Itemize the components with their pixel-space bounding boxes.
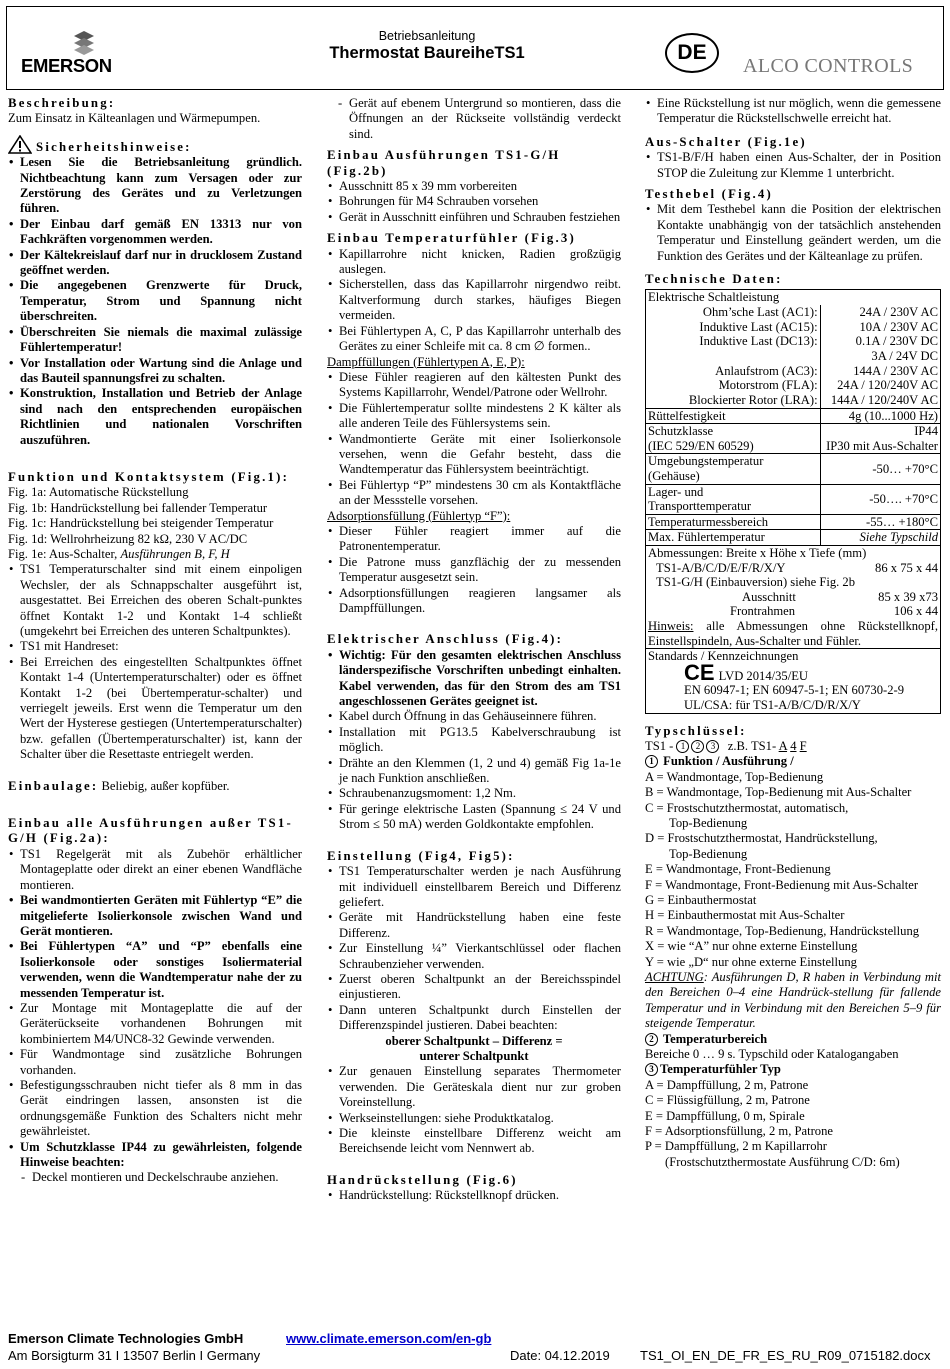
heading-einstellung: Einstellung (Fig4, Fig5):: [327, 848, 515, 863]
list-item: • Lesen Sie die Betriebsanleitung gründlich. Nichtbeachtung kann zum Versagen oder zur Zerstörung des Gerätes und zu Verletzungen führen.: [8, 155, 302, 217]
f1-line: G = Einbauthermostat: [645, 892, 757, 907]
table-row: [646, 545, 941, 648]
list-item: • TS1-B/F/H haben einen Aus-Schalter, der in Position STOP die Zuleitung zur Klemme 1 unterbricht.: [645, 150, 941, 181]
list-item: • Überschreiten Sie niemals die maximal zulässige Fühlertemperatur!: [8, 325, 302, 356]
list-item: • Mit dem Testhebel kann die Position der elektrischen Kontakte unabhängig von der tatsächlich anstehenden Temperatur und Einstellung geändert werden, um die Funktion des Gerätes und der Kälteanlage zu prüfen.: [645, 202, 941, 264]
f1-line: R = Wandmontage, Top-Bedienung, Handrückstellung: [645, 923, 920, 938]
lvd-text: LVD 2014/35/EU: [718, 668, 809, 683]
list-item: • Zur genauen Einstellung separates Thermometer verwenden. Die Geräteskala dient nur zur groben Voreinstellung.: [327, 1064, 621, 1110]
hr-list: [327, 1188, 621, 1203]
list-item: • Die angegebenen Grenzwerte für Druck, Temperatur, Strom und Spannung nicht überschreiten.: [8, 278, 302, 324]
table-cell: -50…. +70°C: [820, 484, 940, 514]
heading-technische-daten: Technische Daten:: [645, 272, 783, 287]
table-row: [646, 649, 941, 713]
list-item: • Geräte mit Handrückstellung haben eine feste Differenz.: [327, 910, 621, 941]
heading-sicherheit: [8, 135, 302, 155]
table-cell: Anlaufstrom (AC3):: [646, 364, 821, 379]
emerson-logo: [21, 31, 143, 81]
cell-line: Transporttemperatur: [648, 499, 752, 514]
list-item: • Der Kältekreislauf darf nur in drucklosem Zustand geöffnet werden.: [8, 248, 302, 279]
f1-line: F = Wandmontage, Front-Bedienung mit Aus-Schalter: [645, 877, 919, 892]
table-cell: 4g (10...1000 Hz): [820, 408, 940, 424]
heading-handrueckstellung: Handrückstellung (Fig.6): [327, 1172, 518, 1187]
table-row: [646, 364, 941, 379]
list-item: • Zuerst oberen Schaltpunkt an der Bereichsspindel einjustieren.: [327, 972, 621, 1003]
f3-line: (Frostschutzthermostate Ausführung C/D: 6m): [665, 1154, 900, 1169]
list-item: • Die Fühlertemperatur sollte mindestens 2 K kälter als alle anderen Teile des Fühlersystems sein.: [327, 401, 621, 432]
subheading-adsorption: Adsorptionsfüllung (Fühlertyp “F”):: [327, 508, 511, 523]
cell-line: [648, 619, 938, 648]
hinweis-label: Hinweis:: [648, 618, 694, 633]
hinweis-text: alle Abmessungen ohne Rückstellknopf, Einstellspindeln, Aus-Schalter und Fühler.: [648, 618, 938, 648]
table-cell: [646, 454, 821, 484]
table-cell: [646, 484, 821, 514]
table-cell: Max. Fühlertemperatur: [646, 530, 821, 546]
list-item: • Bei wandmontierten Geräten mit Fühlertyp “E” die mitgelieferte Isolierkonsole zwischen Wand und Gerät montieren.: [8, 893, 302, 939]
heading-beschreibung: Beschreibung:: [8, 96, 116, 110]
list-item: • Für Wandmontage sind zusätzliche Bohrungen vorhanden.: [8, 1047, 302, 1078]
list-item: • Kapillarrohre nicht knicken, Radien großzügig auslegen.: [327, 247, 621, 278]
table-cell: -55… +180°C: [820, 514, 940, 530]
tech-data-table: [645, 289, 941, 713]
footer-company: Emerson Climate Technologies GmbH: [8, 1331, 244, 1346]
subheading-funktion: [645, 754, 941, 769]
fig-1e-italic: Ausführungen B, F, H: [120, 546, 230, 561]
table-cell: 0.1A / 230V DC: [820, 334, 940, 349]
table-row: [646, 530, 941, 546]
achtung-text: : Ausführungen D, R haben in Verbindung mit den Bereichen 0–4 eine Handrück-stellung für fallende Temperatur und in Verbindung mit den Bereichen 5–9 für steigende Temperatur.: [645, 970, 941, 1031]
list-item: • Zur Einstellung ¼” Vierkantschlüssel oder flachen Schraubenzieher verwenden.: [327, 941, 621, 972]
heading-funktion: Funktion und Kontaktsystem (Fig.1):: [8, 469, 290, 484]
table-row: [646, 349, 941, 364]
table-row: [646, 320, 941, 335]
einstellung-list: [327, 864, 621, 1033]
f2-line: Bereiche 0 … 9 s. Typschild oder Katalogangaben: [645, 1047, 899, 1062]
table-cell: Temperaturmessbereich: [646, 514, 821, 530]
f1-line: C = Frostschutzthermostat, automatisch,: [645, 800, 849, 815]
header: [6, 6, 944, 90]
list-item: • Kabel durch Öffnung in das Gehäuseinnere führen.: [327, 709, 621, 724]
table-cell: 3A / 24V DC: [820, 349, 940, 364]
footer-address: Am Borsigturm 31 I 13507 Berlin I Germany: [8, 1348, 261, 1363]
circle-1: 1: [645, 755, 658, 768]
table-cell: 24A / 120/240V AC: [820, 378, 940, 393]
list-item: • Vor Installation oder Wartung sind die Anlage und das Bauteil spannungsfrei zu schalten.: [8, 356, 302, 387]
formula-line-1: oberer Schaltpunkt – Differenz =: [385, 1033, 563, 1048]
cell-line: [648, 590, 938, 605]
cell-line: Lager- und: [648, 484, 704, 499]
language-badge: DE: [665, 33, 719, 73]
cell-line: Abmessungen: Breite x Höhe x Tiefe (mm): [648, 545, 867, 560]
subheading-fuehlertyp-text: Temperaturfühler Typ: [660, 1062, 781, 1077]
abm-label: Frontrahmen: [730, 604, 796, 619]
column-2: [327, 96, 621, 1204]
circle-3: 3: [706, 740, 719, 753]
beschreibung-text: Zum Einsatz in Kälteanlagen und Wärmepumpen.: [8, 111, 261, 126]
list-item: • Eine Rückstellung ist nur möglich, wenn die gemessene Temperatur die Rückstellschwelle erreicht hat.: [645, 96, 941, 127]
table-row: [646, 514, 941, 530]
list-item: • Zur Montage mit Montageplatte die auf der Geräterückseite vorhandenen Bohrungen mit kombiniertem M4/UNC8-32 Gewinde verwenden.: [8, 1001, 302, 1047]
circle-2: 2: [645, 1033, 658, 1046]
list-item: • Bohrungen für M4 Schrauben vorsehen: [327, 194, 621, 209]
einbau-dash-list: [8, 1170, 302, 1185]
f1-line: D = Frostschutzthermostat, Handrückstellung,: [645, 831, 878, 846]
table-cell: Schutzklasse: [646, 424, 821, 439]
subheading-fuehlertyp: [645, 1062, 941, 1077]
list-item: - Deckel montieren und Deckelschraube anziehen.: [20, 1170, 302, 1185]
abm-value: 86 x 75 x 44: [875, 560, 938, 575]
cell-line: [648, 604, 938, 619]
heading-typschluessel: Typschlüssel:: [645, 723, 747, 738]
list-item: • Adsorptionsfüllungen reagieren langsamer als Dampffüllungen.: [327, 586, 621, 617]
list-item: • TS1 mit Handreset:: [8, 639, 302, 654]
list-item: • Bei Erreichen des eingestellten Schaltpunktes öffnet Kontakt 1-4 (Untertemperaturschalter) oder es öffnet Kontakt 1-2 (bei Übertemperatur-schalter) und verriegelt jeweils. Erst wenn die Temperatur um den Wert der Hysterese gestiegen (Untertemperaturschalter) bzw. gefallen (Übertemperaturschalter) ist, kann der Schalter über die Resettaste entriegelt werden.: [8, 655, 302, 763]
cell-line: [648, 561, 938, 576]
fig-line: Fig. 1a: Automatische Rückstellung: [8, 485, 189, 500]
tf-list: [327, 247, 621, 355]
table-row: [646, 378, 941, 393]
list-item: • Dieser Fühler reagiert immer auf die Patronentemperatur.: [327, 524, 621, 555]
alco-controls-logo: ALCO CONTROLS: [743, 55, 914, 77]
abm-label: TS1-A/B/C/D/E/F/R/X/Y: [656, 560, 786, 575]
table-cell: Siehe Typschild: [820, 530, 940, 546]
einstellung-list-2: [327, 1064, 621, 1156]
page-title: Thermostat BaureiheTS1: [329, 44, 525, 62]
table-cell: 24A / 230V AC: [820, 305, 940, 320]
f3-line: F = Adsorptionsfüllung, 2 m, Patrone: [645, 1124, 833, 1139]
list-item: • Bei Fühlertypen A, C, P das Kapillarrohr unterhalb des Gerätes zu einer Schleife mit ca. 8 cm ∅ formen..: [327, 324, 621, 355]
footer-doc-id: TS1_OI_EN_DE_FR_ES_RU_R09_0715182.docx: [640, 1348, 931, 1363]
achtung-note: [645, 970, 941, 1032]
f3-line: A = Dampffüllung, 2 m, Patrone: [645, 1077, 809, 1092]
rueck-list: [645, 96, 941, 127]
list-item: • Sicherstellen, dass das Kapillarrohr nirgendwo reibt. Kaltverformung durch starkes, häufiges Biegen vermeiden.: [327, 277, 621, 323]
column-1: [8, 96, 302, 1186]
list-item: • Konstruktion, Installation und Betrieb der Anlage sind nach den entsprechenden europäischen Richtlinien und nationalen Vorschriften auszuführen.: [8, 386, 302, 448]
table-cell: Induktive Last (DC13):: [646, 334, 821, 349]
type-example: z.B. TS1-: [727, 738, 779, 753]
f3-line: E = Dampffüllung, 0 m, Spirale: [645, 1108, 805, 1123]
list-item: • Bei Fühlertypen “A” und “P” ebenfalls eine Isolierkonsole oder sonstiges Isoliermaterial verwenden, wenn die Wandtemperatur nahe der zu messenden Temperatur ist.: [8, 939, 302, 1001]
list-item: • Um Schutzklasse IP44 zu gewährleisten, folgende Hinweise beachten:: [8, 1140, 302, 1171]
cell-line: UL/CSA: für TS1-A/B/C/D/R/X/Y: [684, 697, 861, 712]
cell-line: EN 60947-1; EN 60947-5-1; EN 60730-2-9: [684, 683, 905, 698]
f1-line: X = wie “A” nur ohne externe Einstellung: [645, 939, 858, 954]
f1-line: Top-Bedienung: [669, 815, 748, 830]
footer-date: Date: 04.12.2019: [510, 1348, 610, 1363]
cell-line: [648, 659, 938, 685]
table-row: [646, 408, 941, 424]
anschluss-list: [327, 648, 621, 833]
achtung-label: ACHTUNG: [645, 970, 704, 984]
type-example-b: 4: [790, 738, 797, 753]
table-cell: Induktive Last (AC15):: [646, 320, 821, 335]
einbau-list: [8, 847, 302, 1171]
list-item: • Wandmontierte Geräte mit einer Isolierkonsole versehen, wenn die Gefahr besteht, dass die Wandtemperatur das Fühlersystem beeinträchtigt.: [327, 432, 621, 478]
table-cell: [646, 649, 941, 713]
f1-line: A = Wandmontage, Top-Bedienung: [645, 769, 824, 784]
dash-list: [327, 96, 621, 142]
heading-testhebel: Testhebel (Fig.4): [645, 187, 773, 202]
type-code-prefix: TS1 -: [645, 738, 677, 753]
ce-mark-icon: CE: [684, 659, 715, 685]
heading-aus-schalter: Aus-Schalter (Fig.1e): [645, 134, 807, 149]
cell-line: Umgebungstemperatur: [648, 454, 764, 469]
fig-line-1e: [8, 547, 302, 562]
list-item: • Dann unteren Schaltpunkt durch Einstellen der Differenzspindel justieren. Dabei beachten:: [327, 1003, 621, 1034]
table-cell: IP30 mit Aus-Schalter: [820, 439, 940, 454]
table-cell: 144A / 120/240V AC: [820, 393, 940, 408]
list-item: • Ausschnitt 85 x 39 mm vorbereiten: [327, 179, 621, 194]
table-row: [646, 484, 941, 514]
table-cell: Elektrische Schaltleistung: [646, 290, 941, 305]
heading-temperaturfuehler: Einbau Temperaturfühler (Fig.3): [327, 231, 576, 246]
einbaulage: [8, 779, 302, 794]
brand-name: EMERSON: [21, 55, 112, 76]
list-item: • Befestigungsschrauben nicht tiefer als 8 mm in das Gerät eindringen lassen, ansonsten ist die ordnungsgemäße Funktion des Schalters nicht mehr gewährleistet.: [8, 1078, 302, 1140]
table-row: [646, 439, 941, 454]
table-cell: 144A / 230V AC: [820, 364, 940, 379]
heading-anschluss: Elektrischer Anschluss (Fig.4):: [327, 632, 564, 647]
subheading-dampf: Dampffüllungen (Fühlertypen A, E, P):: [327, 354, 525, 369]
cell-line: (Gehäuse): [648, 469, 700, 483]
abm-label: Ausschnitt: [742, 589, 796, 604]
type-example-a: A: [778, 738, 788, 753]
list-item: • Drähte an den Klemmen (1, 2 und 4) gemäß Fig 1a-1e je nach Funktion anschließen.: [327, 756, 621, 787]
table-row: [646, 334, 941, 349]
table-cell: [646, 349, 821, 364]
table-cell: Motorstrom (FLA):: [646, 378, 821, 393]
list-item: • Werkseinstellungen: siehe Produktkatalog.: [327, 1111, 621, 1126]
fig-line: Fig. 1c: Handrückstellung bei steigender Temperatur: [8, 516, 274, 531]
cell-line: Standards / Kennzeichnungen: [648, 649, 799, 664]
gh-list: [327, 179, 621, 225]
abm-value: 85 x 39 x73: [878, 589, 938, 604]
list-item: • Schraubenanzugsmoment: 1,2 Nm.: [327, 786, 621, 801]
ads-list: [327, 524, 621, 616]
heading-einbau-gh: Einbau Ausführungen TS1-G/H (Fig.2b): [327, 148, 561, 178]
circle-1: 1: [676, 740, 689, 753]
table-cell: 10A / 230V AC: [820, 320, 940, 335]
table-row: [646, 454, 941, 484]
subheading-temperaturbereich: [645, 1032, 941, 1047]
f1-line: B = Wandmontage, Top-Bedienung mit Aus-Schalter: [645, 785, 912, 800]
table-row: [646, 424, 941, 439]
table-row: [646, 393, 941, 408]
type-code-line: [645, 739, 941, 754]
list-item: • Installation mit PG13.5 Kabelverschraubung ist möglich.: [327, 725, 621, 756]
f1-line: E = Wandmontage, Front-Bedienung: [645, 862, 831, 877]
list-item: • Bei Fühlertyp “P” mindestens 30 cm als Kontaktfläche an der Messstelle vorsehen.: [327, 478, 621, 509]
footer-web-link[interactable]: www.climate.emerson.com/en-gb: [286, 1331, 492, 1346]
table-cell: [646, 545, 941, 648]
list-item: • Die Patrone muss ganzflächig der zu messenden Temperatur ausgesetzt sein.: [327, 555, 621, 586]
f1-line: H = Einbauthermostat mit Aus-Schalter: [645, 908, 845, 923]
table-cell: Blockierter Rotor (LRA):: [646, 393, 821, 408]
list-item: • Die kleinste einstellbare Differenz weicht am Bereichsende leicht vom Nennwert ab.: [327, 1126, 621, 1157]
list-item: • Für geringe elektrische Lasten (Spannung ≤ 24 V und Strom ≤ 50 mA) werden Goldkontakte empfohlen.: [327, 802, 621, 833]
f1-line: Top-Bedienung: [669, 846, 748, 861]
warning-icon: [8, 135, 32, 154]
heading-einbaulage: Einbaulage:: [8, 778, 99, 793]
f1-line: Y = wie „D“ nur ohne externe Einstellung: [645, 954, 857, 969]
circle-3: 3: [645, 1063, 658, 1076]
heading-einbau: Einbau alle Ausführungen außer TS1-G/H (Fig.2a):: [8, 816, 293, 846]
column-3: [645, 96, 941, 1170]
subheading-temperaturbereich-text: Temperaturbereich: [662, 1031, 768, 1046]
list-item: • Wichtig: Für den gesamten elektrischen Anschluss länderspezifische Vorschriften unbedingt einhalten. Kabel verwenden, das für den Strom des am TS1 angeschlossenen Gerätes geeignet ist.: [327, 648, 621, 710]
cell-line: TS1-G/H (Einbauversion) siehe Fig. 2b: [656, 575, 856, 590]
f3-line: P = Dampffüllung, 2 m Kapillarrohr: [645, 1139, 827, 1154]
fig-line: Fig. 1d: Wellrohrheizung 82 kΩ, 230 V AC/DC: [8, 531, 248, 546]
f3-line: C = Flüssigfüllung, 2 m, Patrone: [645, 1093, 810, 1108]
list-item: • Gerät in Ausschnitt einführen und Schrauben festziehen: [327, 210, 621, 225]
table-row: [646, 290, 941, 305]
abm-value: 106 x 44: [893, 604, 938, 619]
table-cell: Rüttelfestigkeit: [646, 408, 821, 424]
fig-line: Fig. 1b: Handrückstellung bei fallender Temperatur: [8, 500, 268, 515]
sicherheit-list: [8, 155, 302, 448]
list-item: • Handrückstellung: Rückstellknopf drücken.: [327, 1188, 621, 1203]
einbaulage-text: Beliebig, außer kopfüber.: [98, 778, 230, 793]
list-item: • TS1 Regelgerät mit als Zubehör erhältlicher Montageplatte oder direkt an einer ebenen Wandfläche montieren.: [8, 847, 302, 893]
table-cell: Ohm’sche Last (AC1):: [646, 305, 821, 320]
fig-1e-text: Fig. 1e: Aus-Schalter,: [8, 546, 121, 561]
table-cell: IP44: [820, 424, 940, 439]
formula-line-2: unterer Schaltpunkt: [419, 1048, 529, 1063]
subheading-funktion-text: Funktion / Ausführung /: [663, 754, 794, 769]
table-row: [646, 305, 941, 320]
table-cell: -50… +70°C: [820, 454, 940, 484]
list-item: • Diese Fühler reagieren auf den kältesten Punkt des Systems Kapillarrohr, Wendel/Patrone oder Wellrohr.: [327, 370, 621, 401]
aus-list: [645, 150, 941, 181]
type-example-c: F: [799, 738, 807, 753]
doc-type: Betriebsanleitung: [378, 29, 476, 43]
list-item: • TS1 Temperaturschalter sind mit einem einpoligen Wechsler, der als Schnappschalter ausgeführt ist, ausgestattet. Bei Erreichen des oberen Schalt-punktes öffnet Kontakt 1-2 und Kontakt 1-4 schließt (umgekehrt bei Erreichen des unteren Schaltpunktes).: [8, 562, 302, 639]
test-list: [645, 202, 941, 264]
list-item: • Der Einbau darf gemäß EN 13313 nur von Fachkräften vorgenommen werden.: [8, 217, 302, 248]
dampf-list: [327, 370, 621, 509]
funktion-list: [8, 562, 302, 762]
circle-2: 2: [691, 740, 704, 753]
table-cell: (IEC 529/EN 60529): [646, 439, 821, 454]
list-item: • TS1 Temperaturschalter werden je nach Ausführung mit individuell einstellbarem Bereich und Differenz geliefert.: [327, 864, 621, 910]
list-item: - Gerät auf ebenem Untergrund so montieren, dass die Öffnungen an der Rückseite vollständig verdeckt sind.: [337, 96, 621, 142]
heading-sicherheit-text: Sicherheitshinweise:: [36, 139, 192, 154]
